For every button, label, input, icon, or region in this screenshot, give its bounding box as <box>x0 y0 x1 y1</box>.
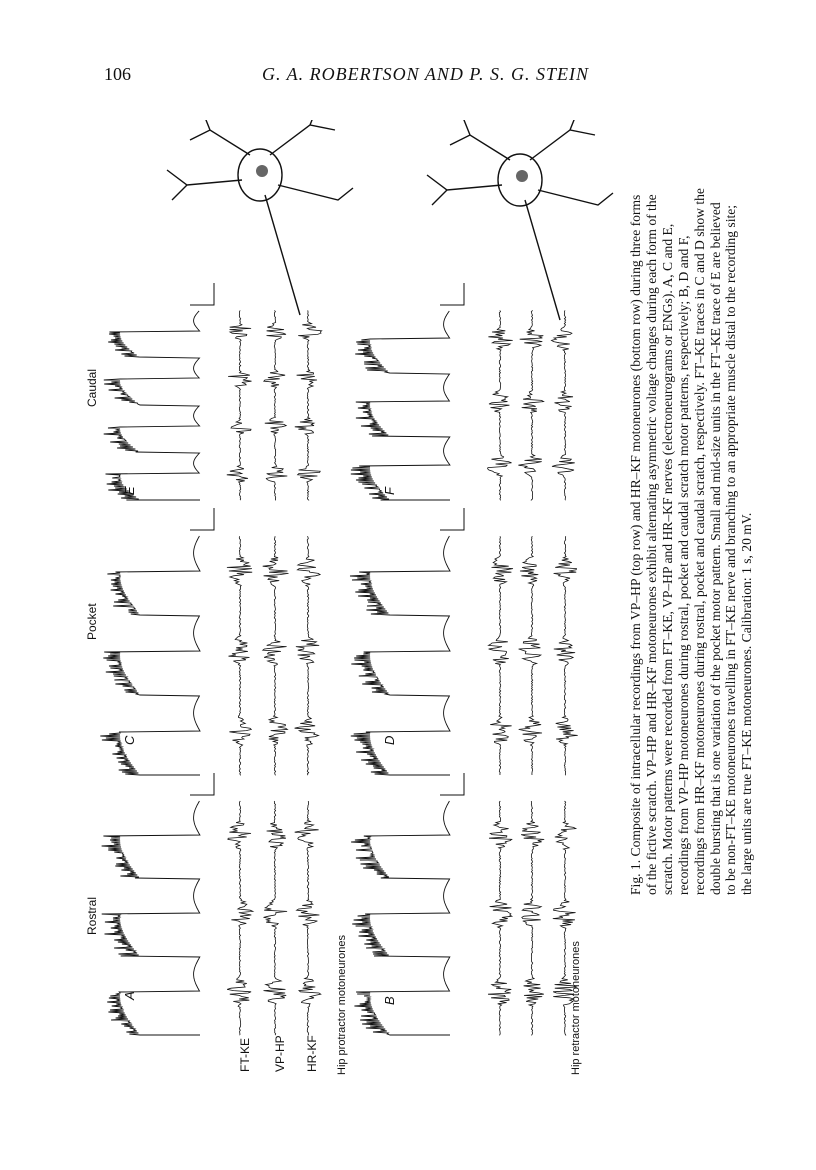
calibration-bar <box>440 773 464 795</box>
figure-caption <box>628 155 816 895</box>
panel-letter-a: A <box>122 991 137 1000</box>
caption-line: recordings from VP–HP motoneurones during rostral, pocket and caudal scratch motor patterns, respectively; B, D and F, <box>675 235 691 895</box>
intracellular-trace <box>104 311 200 500</box>
calibration-bar <box>190 283 214 305</box>
caption-line: of the fictive scratch. VP–HP and HR–KF motoneurones exhibit alternating asymmetric voltage changes during each form of the <box>643 194 659 895</box>
eng-trace-ft-ke <box>488 310 513 500</box>
eng-trace-ft-ke <box>227 310 252 500</box>
panel-letter-b: B <box>382 996 397 1005</box>
trace-label-hr-kf: HR-KF <box>305 1035 319 1072</box>
row-label-protractor: Hip protractor motoneurones <box>336 934 348 1075</box>
running-title: G. A. ROBERTSON AND P. S. G. STEIN <box>262 64 590 84</box>
column-label-caudal: Caudal <box>85 368 99 407</box>
row-label-retractor: Hip retractor motoneurones <box>570 941 582 1075</box>
eng-trace-vp-hp <box>521 801 544 1035</box>
figure-1 <box>70 120 670 1080</box>
column-label-pocket: Pocket <box>85 603 99 640</box>
neuron-drawing-hr-kf <box>427 120 613 320</box>
eng-trace-ft-ke <box>488 801 512 1035</box>
figure-traces <box>70 120 670 1080</box>
neuron-outline <box>265 195 300 315</box>
caption-line: Fig. 1. Composite of intracellular recordings from VP–HP (top row) and HR–KF motoneurones (bottom row) during three forms <box>628 194 643 895</box>
eng-trace-hr-kf <box>295 310 322 500</box>
caption-line: scratch. Motor patterns were recorded from FT–KE, VP–HP and HR–KF nerves (electroneurograms or ENGs). A, C and E, <box>659 223 675 895</box>
column-label-rostral: Rostral <box>85 896 99 935</box>
eng-trace-vp-hp <box>264 801 288 1035</box>
eng-trace-vp-hp <box>264 310 288 500</box>
eng-trace-vp-hp <box>263 536 289 775</box>
page-number: 106 <box>104 64 131 84</box>
neuron-drawing-vp-hp <box>167 120 353 315</box>
eng-trace-ft-ke <box>489 536 514 775</box>
intracellular-trace <box>351 801 450 1035</box>
panel-letter-f: F <box>382 487 397 495</box>
caption-line: to be non-FT–KE motoneurones travelling in FT–KE nerve and branching to an appropriate muscle distal to the recording site; <box>723 204 739 895</box>
calibration-bar <box>190 773 214 795</box>
intracellular-trace <box>351 311 450 500</box>
trace-label-vp-hp: VP-HP <box>273 1035 287 1072</box>
eng-trace-hr-kf <box>552 310 575 500</box>
nucleus <box>516 170 528 182</box>
intracellular-trace <box>102 801 200 1035</box>
intracellular-trace <box>100 536 200 775</box>
caption-line: recordings from HR–KF motoneurones during rostral, pocket and caudal scratch, respectively. FT–KE traces in C and D show the <box>691 188 707 895</box>
intracellular-trace <box>350 536 450 775</box>
panel-letter-e: E <box>122 486 137 495</box>
caption-line: double bursting that is one variation of the pocket motor pattern. Small and mid-size units in the FT–KE trace of E are believed <box>707 202 723 895</box>
page-header <box>0 64 816 88</box>
calibration-bar <box>190 508 214 530</box>
panel-letter-c: C <box>122 735 137 745</box>
panel-letter-d: D <box>382 735 397 745</box>
neuron-outline <box>525 200 560 320</box>
eng-trace-ft-ke <box>227 536 252 775</box>
eng-trace-ft-ke <box>227 801 253 1035</box>
eng-trace-hr-kf <box>295 801 321 1035</box>
calibration-bar <box>440 283 464 305</box>
eng-trace-vp-hp <box>518 310 543 500</box>
eng-trace-hr-kf <box>295 536 321 775</box>
caption-line: the large units are true FT–KE motoneurones. Calibration: 1 s, 20 mV. <box>739 512 755 895</box>
trace-label-ft-ke: FT-KE <box>238 1037 252 1072</box>
eng-trace-hr-kf <box>554 536 578 775</box>
eng-trace-vp-hp <box>519 536 542 775</box>
nucleus <box>256 165 268 177</box>
calibration-bar <box>440 508 464 530</box>
